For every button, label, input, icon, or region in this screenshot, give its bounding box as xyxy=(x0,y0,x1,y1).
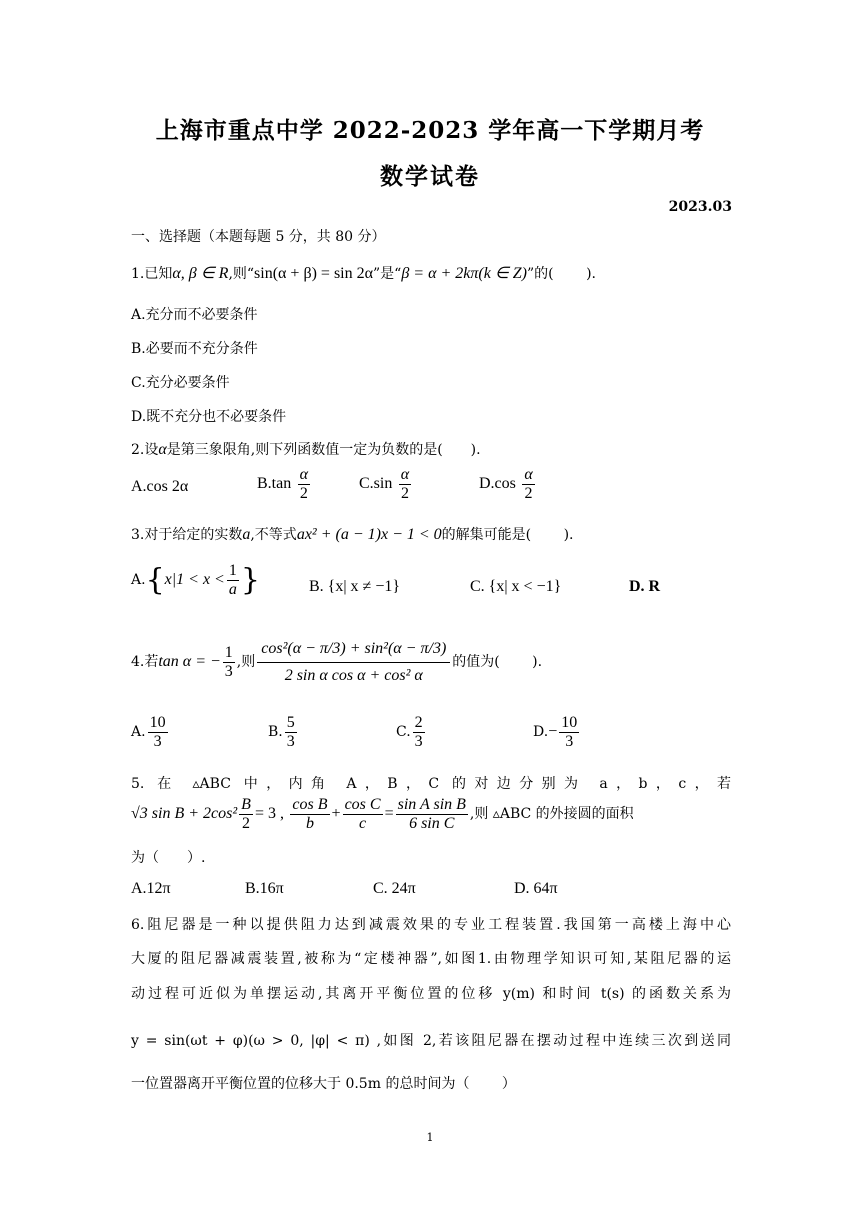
q3-prefix: 3.对于给定的实数 xyxy=(131,527,243,543)
equals-sign: = xyxy=(384,805,394,823)
left-brace: { xyxy=(145,562,165,598)
fraction-denominator: 2 xyxy=(401,484,409,502)
question-5-line-2 xyxy=(131,796,634,832)
option-label: B. xyxy=(268,724,283,741)
fraction-numerator: cos C xyxy=(344,796,381,813)
option-label: C. xyxy=(396,724,411,741)
q5-option-a xyxy=(131,880,171,898)
fraction-denominator: a xyxy=(228,580,237,598)
q5-eq1: √3 sin B + 2cos² xyxy=(131,805,238,823)
fraction-numerator: 1 xyxy=(228,562,237,579)
page-title: 上海市重点中学 2022-2023 学年高一下学期月考 xyxy=(155,117,705,144)
fraction-numerator: α xyxy=(400,466,410,483)
q1-cond: α, β ∈ R xyxy=(172,265,229,282)
q1-option-d: D.既不充分也不必要条件 xyxy=(131,409,287,425)
q3-inequality: ax² + (a − 1)x − 1 < 0 xyxy=(296,526,442,543)
q3-mid: ,不等式 xyxy=(250,527,297,543)
q4-option-a xyxy=(131,714,170,750)
q1-prefix: 1.已知 xyxy=(131,266,173,282)
q2-option-a xyxy=(131,478,188,496)
fraction-denominator: c xyxy=(359,814,367,832)
q2-prefix: 2.设 xyxy=(131,442,159,458)
q3-option-a-label: A. xyxy=(131,572,146,589)
q3-suffix: 的解集可能是( ). xyxy=(441,527,574,543)
q4-given-fraction xyxy=(223,644,235,680)
page-number: 1 xyxy=(426,1131,434,1144)
q4-option-c xyxy=(396,714,427,750)
q4-main-fraction xyxy=(257,640,450,684)
q4-numerator: cos²(α − π/3) + sin²(α − π/3) xyxy=(257,640,450,663)
q3-option-d-text: D. R xyxy=(629,578,661,595)
q2-option-c-label: C.sin xyxy=(359,475,393,493)
q4-then: ,则 xyxy=(236,654,256,671)
q3-option-b xyxy=(309,578,400,596)
question-3 xyxy=(131,524,573,544)
q1-suffix: ”的( ). xyxy=(527,266,596,282)
q3-option-b-text: B. {x| x ≠ −1} xyxy=(309,578,401,595)
q4-option-b-fraction xyxy=(285,714,297,750)
q2-var: α xyxy=(158,441,167,458)
q1-option-a: A.充分而不必要条件 xyxy=(131,307,258,323)
q5-option-b-text: B.16π xyxy=(245,880,284,897)
q5-cosC-fraction xyxy=(343,796,383,832)
fraction-numerator: 5 xyxy=(286,714,295,731)
q2-option-d xyxy=(479,466,537,502)
fraction-denominator: b xyxy=(305,814,314,832)
q2-option-b-label: B.tan xyxy=(257,475,292,493)
q2-option-b xyxy=(257,466,312,502)
q3-option-d xyxy=(629,578,660,596)
q3-option-c-text: C. {x| x < −1} xyxy=(470,578,562,595)
q5-option-d xyxy=(514,880,558,898)
q1-expr1: sin(α + β) = sin 2α xyxy=(254,265,373,282)
q4-option-c-fraction xyxy=(413,714,425,750)
minus-sign: − xyxy=(548,723,558,741)
fraction-denominator: 2 xyxy=(524,484,533,502)
question-6-line-2: 大厦的阻尼器减震装置,被称为“定楼神器”,如图1.由物理学知识可知,某阻尼器的运 xyxy=(131,951,731,967)
q5-option-a-text: A.12π xyxy=(131,880,171,897)
q2-option-d-label: D.cos xyxy=(479,475,516,493)
q3-option-a-set: x|1 < x < xyxy=(164,571,225,589)
section-heading: 一、选择题（本题每题 5 分，共 80 分） xyxy=(131,229,386,245)
fraction-numerator: sin A sin B xyxy=(397,796,466,813)
q3-option-c xyxy=(470,578,561,596)
q4-option-d xyxy=(533,714,581,750)
q5-option-d-text: D. 64π xyxy=(514,880,558,897)
fraction-denominator: 3 xyxy=(224,662,233,680)
fraction-numerator: 1 xyxy=(224,644,233,661)
exam-date: 2023.03 xyxy=(668,199,732,215)
q4-given: tan α = − xyxy=(158,653,221,671)
fraction-denominator: 6 sin C xyxy=(409,814,455,832)
question-6-line-1: 6.阻尼器是一种以提供阻力达到减震效果的专业工程装置.我国第一高楼上海中心 xyxy=(131,917,731,933)
q1-mid1: ,则“ xyxy=(228,266,255,282)
q5-line2-suffix: ,则 ▵ABC 的外接圆的面积 xyxy=(469,806,634,823)
fraction-denominator: 2 xyxy=(299,484,308,502)
q4-suffix: 的值为( ). xyxy=(452,654,543,671)
q5-option-b xyxy=(245,880,284,898)
q5-option-c-text: C. 24π xyxy=(373,880,416,897)
fraction-numerator: B xyxy=(241,796,251,813)
fraction-numerator: α xyxy=(524,466,533,483)
page-subtitle: 数学试卷 xyxy=(380,163,480,190)
q2-option-a-text: A.cos 2α xyxy=(131,478,189,495)
q1-mid2: ”是“ xyxy=(373,266,402,282)
question-5-line-1: 5. 在 ▵ABC 中，内角 A，B，C 的对边分别为 a，b，c，若 xyxy=(131,776,731,792)
q1-expr2: β = α + 2kπ(k ∈ Z) xyxy=(401,265,527,282)
q2-suffix: 是第三象限角,则下列函数值一定为负数的是( ). xyxy=(166,442,481,458)
q4-prefix: 4.若 xyxy=(131,654,159,671)
fraction-denominator: 3 xyxy=(414,732,423,750)
q4-option-b xyxy=(268,714,299,750)
q3-option-a xyxy=(131,562,260,598)
question-4 xyxy=(131,640,542,684)
question-5-line-3: 为（ ）. xyxy=(131,850,206,866)
q3-option-a-fraction xyxy=(227,562,239,598)
q5-option-c xyxy=(373,880,416,898)
question-6-line-4: y = sin(ωt + φ)(ω > 0, |φ| < π) ,如图 2,若该阻尼器在摆动过程中连续三次到送同 xyxy=(131,1033,731,1049)
question-6-line-3: 动过程可近似为单摆运动,其离开平衡位置的位移 y(m) 和时间 t(s) 的函数关系为 xyxy=(131,986,731,1002)
fraction-numerator: α xyxy=(299,466,309,483)
q5-sin-fraction xyxy=(396,796,468,832)
fraction-denominator: 2 xyxy=(242,814,251,832)
question-2 xyxy=(131,439,481,459)
q4-denominator: 2 sin α cos α + cos² α xyxy=(284,666,423,684)
q5-eq1-rhs: = 3 , xyxy=(254,805,284,823)
q3-var: a xyxy=(242,526,251,543)
question-1 xyxy=(131,263,596,283)
fraction-numerator: cos B xyxy=(292,796,328,813)
q2-option-c xyxy=(359,466,413,502)
q1-option-b: B.必要而不充分条件 xyxy=(131,341,258,357)
q2-option-c-fraction xyxy=(399,466,411,502)
question-6-line-5: 一位置器离开平衡位置的位移大于 0.5m 的总时间为（ ） xyxy=(131,1076,516,1092)
q2-option-d-fraction xyxy=(522,466,534,502)
plus-sign: + xyxy=(331,805,341,823)
q4-option-d-fraction xyxy=(559,714,579,750)
fraction-denominator: 3 xyxy=(153,732,162,750)
option-label: D. xyxy=(533,724,549,741)
q5-eq1-fraction xyxy=(239,796,253,832)
fraction-denominator: 3 xyxy=(286,732,295,750)
fraction-denominator: 3 xyxy=(565,732,574,750)
right-brace: } xyxy=(240,562,260,598)
q4-option-a-fraction xyxy=(148,714,168,750)
q1-option-c: C.充分必要条件 xyxy=(131,375,230,391)
fraction-numerator: 10 xyxy=(561,714,578,731)
fraction-numerator: 10 xyxy=(149,714,166,731)
option-label: A. xyxy=(131,724,146,741)
fraction-numerator: 2 xyxy=(414,714,423,731)
q2-option-b-fraction xyxy=(298,466,310,502)
q5-cosB-fraction xyxy=(290,796,329,832)
